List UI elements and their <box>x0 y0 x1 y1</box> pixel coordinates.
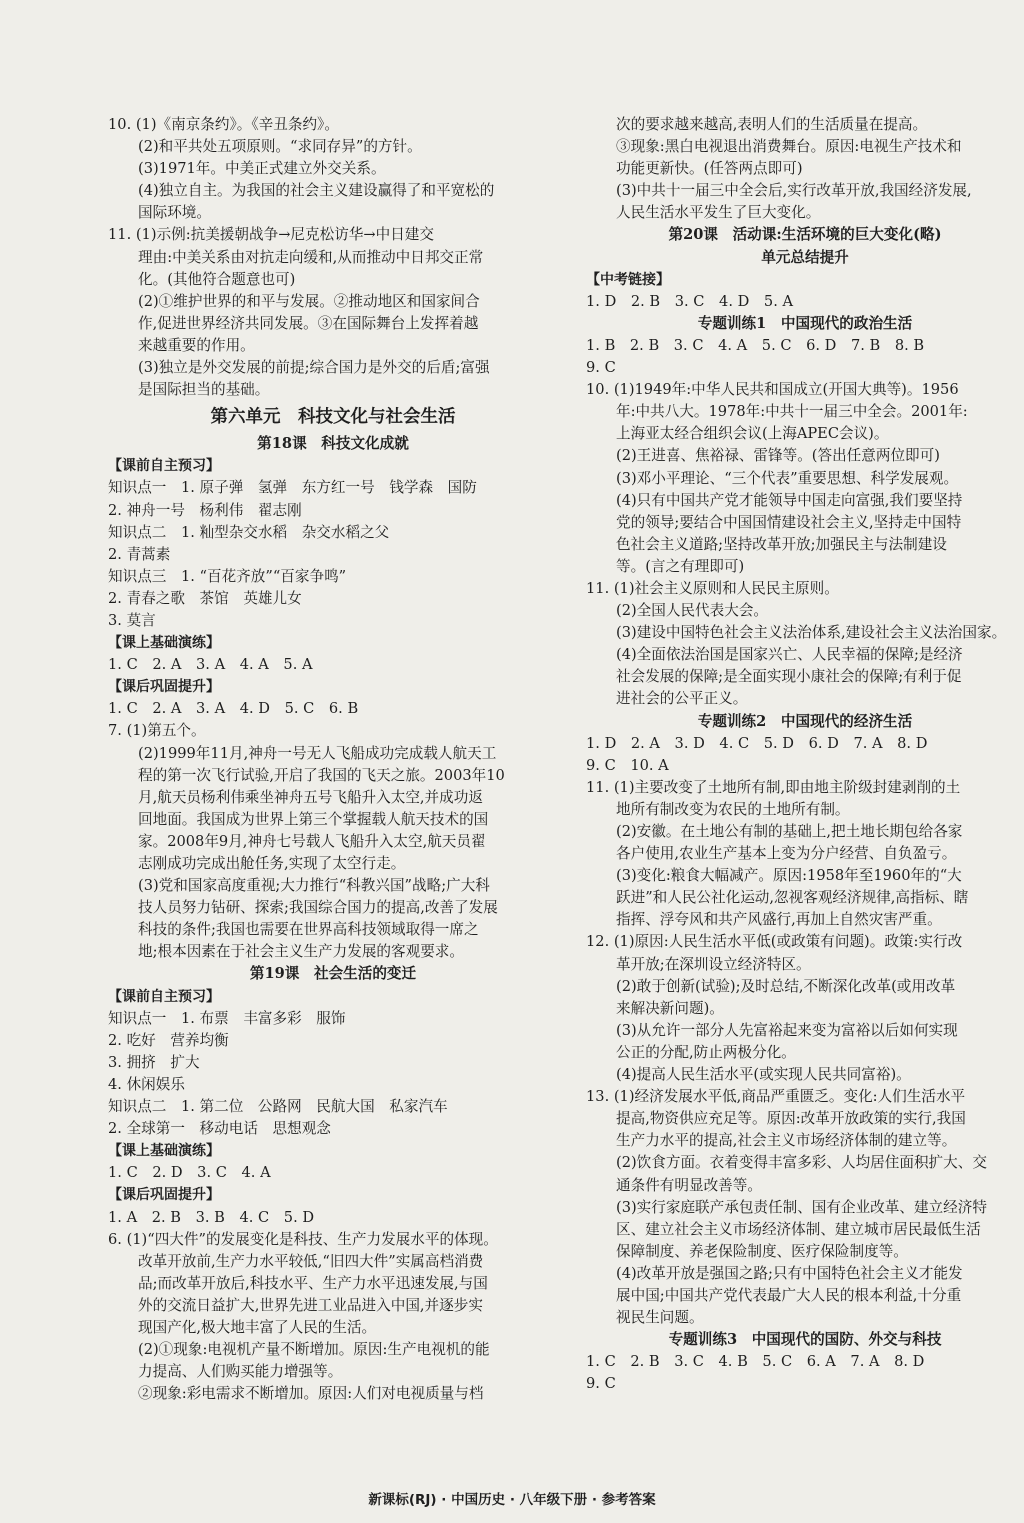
text-line: (3)党和国家高度重视;大力推行“科教兴国”战略;广大科 <box>138 877 490 895</box>
text-line: (3)建设中国特色社会主义法治体系,建设社会主义法治国家。 <box>616 624 1007 642</box>
text-line: 上海亚太经合组织会议(上海APEC会议)。 <box>616 425 889 443</box>
text-line: 进社会的公平正义。 <box>616 690 748 708</box>
text-line: 【课上基础演练】 <box>108 635 220 652</box>
text-line: 是国际担当的基础。 <box>138 381 270 399</box>
text-line: 1. C 2. D 3. C 4. A <box>108 1164 271 1182</box>
text-line: (2)1999年11月,神舟一号无人飞船成功完成载人航天工 <box>138 744 497 762</box>
text-line: (4)独立自主。为我国的社会主义建设赢得了和平宽松的 <box>138 182 495 200</box>
text-line: 作,促进世界经济共同发展。③在国际舞台上发挥着越 <box>138 314 479 332</box>
text-line: 革开放;在深圳设立经济特区。 <box>616 955 811 973</box>
text-line: (4)改革开放是强国之路;只有中国特色社会主义才能发 <box>616 1264 963 1282</box>
text-line: 品;而改革开放后,科技水平、生产力水平迅速发展,与国 <box>138 1274 488 1292</box>
text-line: 2. 神舟一号 杨利伟 翟志刚 <box>108 501 302 519</box>
text-line: 生产力水平的提高,社会主义市场经济体制的建立等。 <box>616 1132 957 1150</box>
text-line: 来越重要的作用。 <box>138 336 255 354</box>
text-line: 国际环境。 <box>138 204 211 222</box>
text-line: 【课前自主预习】 <box>108 458 220 475</box>
text-line: 4. 休闲娱乐 <box>108 1075 185 1093</box>
text-line: 指挥、浮夸风和共产风盛行,再加上自然灾害严重。 <box>616 911 942 929</box>
text-line: (3)独立是外交发展的前提;综合国力是外交的后盾;富强 <box>138 359 490 377</box>
text-line: ②现象:彩电需求不断增加。原因:人们对电视质量与档 <box>138 1385 484 1403</box>
text-line: (4)提高人民生活水平(或实现人民共同富裕)。 <box>616 1066 911 1084</box>
text-line: 外的交流日益扩大,世界先进工业品进入中国,并逐步实 <box>138 1296 483 1314</box>
text-line: 科技的条件;我国也需要在世界高科技领域取得一席之 <box>138 921 479 939</box>
text-line: (3)1971年。中美正式建立外交关系。 <box>138 160 386 178</box>
page-footer: 新课标(RJ) · 中国历史 · 八年级下册 · 参考答案 <box>368 1492 656 1508</box>
text-line: 【课前自主预习】 <box>108 988 220 1005</box>
text-line: 展中国;中国共产党代表最广大人民的根本利益,十分重 <box>616 1286 962 1304</box>
text-line: 知识点二 1. 第二位 公路网 民航大国 私家汽车 <box>108 1098 448 1116</box>
text-line: 社会发展的保障;是全面实现小康社会的保障;有利于促 <box>616 668 962 686</box>
text-line: (2)和平共处五项原则。“求同存异”的方针。 <box>138 138 422 156</box>
text-line: (2)全国人民代表大会。 <box>616 602 769 620</box>
text-line: 11. (1)主要改变了土地所有制,即由地主阶级封建剥削的土 <box>586 778 961 796</box>
text-line: 区、建立社会主义市场经济体制、建立城市居民最低生活 <box>616 1220 981 1238</box>
text-line: 地;根本因素在于社会主义生产力发展的客观要求。 <box>138 943 464 961</box>
text-line: 功能更新快。(任答两点即可) <box>616 160 803 178</box>
text-line: (3)实行家庭联产承包责任制、国有企业改革、建立经济特 <box>616 1198 987 1216</box>
text-line: 3. 莫言 <box>108 611 156 629</box>
text-line: (4)全面依法治国是国家兴亡、人民幸福的保障;是经济 <box>616 646 963 664</box>
text-line: (2)①现象:电视机产量不断增加。原因:生产电视机的能 <box>138 1341 490 1359</box>
text-line: (2)安徽。在土地公有制的基础上,把土地长期包给各家 <box>616 823 963 840</box>
text-line: 各户使用,农业生产基本上变为分户经营、自负盈亏。 <box>616 845 957 863</box>
text-line: (2)饮食方面。衣着变得丰富多彩、人均居住面积扩大、交 <box>616 1154 987 1172</box>
text-line: 跃进”和人民公社化运动,忽视客观经济规律,高指标、瞎 <box>616 889 969 907</box>
text-line: 【课后巩固提升】 <box>108 1187 220 1204</box>
text-line: (3)中共十一届三中全会后,实行改革开放,我国经济发展, <box>616 182 972 200</box>
text-line: 9. C 10. A <box>586 756 669 774</box>
text-line: (2)敢于创新(试验);及时总结,不断深化改革(或用改革 <box>616 977 956 995</box>
text-line: 7. (1)第五个。 <box>108 722 206 740</box>
text-line: 单元总结提升 <box>761 248 849 266</box>
text-line: 13. (1)经济发展水平低,商品严重匮乏。变化:人们生活水平 <box>586 1088 966 1106</box>
text-line: 人民生活水平发生了巨大变化。 <box>616 204 821 222</box>
text-line: 专题训练3 中国现代的国防、外交与科技 <box>668 1331 942 1349</box>
text-line: 通条件有明显改善等。 <box>616 1176 762 1194</box>
text-line: 9. C <box>586 1375 616 1393</box>
text-line: 改革开放前,生产力水平较低,“旧四大件”实属高档消费 <box>138 1252 484 1270</box>
text-line: 2. 青蒿素 <box>108 545 171 563</box>
text-line: 现国产化,极大地丰富了人民的生活。 <box>138 1318 377 1336</box>
text-line: 知识点三 1. “百花齐放”“百家争鸣” <box>108 567 347 585</box>
text-line: 程的第一次飞行试验,开启了我国的飞天之旅。2003年10 <box>138 766 505 784</box>
text-line: 1. A 2. B 3. B 4. C 5. D <box>108 1208 315 1226</box>
text-line: 12. (1)原因:人民生活水平低(或政策有问题)。政策:实行改 <box>586 933 963 951</box>
text-line: 2. 全球第一 移动电话 思想观念 <box>108 1120 331 1138</box>
text-line: 化。(其他符合题意也可) <box>138 270 296 288</box>
text-line: 地所有制改变为农民的土地所有制。 <box>616 800 850 818</box>
text-line: ③现象:黑白电视退出消费舞台。原因:电视生产技术和 <box>616 138 962 156</box>
text-line: (3)从允许一部分人先富裕起来变为富裕以后如何实现 <box>616 1021 958 1039</box>
text-line: 视民生问题。 <box>616 1309 704 1327</box>
text-line: 3. 拥挤 扩大 <box>108 1053 200 1071</box>
right-column <box>586 114 1024 1395</box>
left-column <box>108 114 558 1405</box>
text-line: 党的领导;要结合中国国情建设社会主义,坚持走中国特 <box>616 513 962 531</box>
text-line: 6. (1)“四大件”的发展变化是科技、生产力发展水平的体现。 <box>108 1230 498 1248</box>
text-line: 11. (1)示例:抗美援朝战争→尼克松访华→中日建交 <box>108 226 434 244</box>
text-line: 回地面。我国成为世界上第三个掌握载人航天技术的国 <box>138 810 489 828</box>
text-line: 专题训练2 中国现代的经济生活 <box>697 712 913 730</box>
text-line: 1. D 2. B 3. C 4. D 5. A <box>586 292 794 310</box>
text-line: 家。2008年9月,神舟七号载人飞船升入太空,航天员翟 <box>138 832 486 850</box>
text-line: 知识点一 1. 原子弹 氢弹 东方红一号 钱学森 国防 <box>108 479 477 497</box>
text-line: 知识点二 1. 籼型杂交水稻 杂交水稻之父 <box>108 523 390 541</box>
text-line: 10. (1)《南京条约》。《辛丑条约》。 <box>108 116 339 133</box>
text-line: 理由:中美关系由对抗走向缓和,从而推动中日邦交正常 <box>138 248 484 266</box>
text-line: 第19课 社会生活的变迁 <box>249 965 417 983</box>
text-line: (2)王进喜、焦裕禄、雷锋等。(答出任意两位即可) <box>616 447 940 465</box>
text-line: 保障制度、养老保险制度、医疗保险制度等。 <box>616 1242 908 1260</box>
text-line: 1. D 2. A 3. D 4. C 5. D 6. D 7. A 8. D <box>586 734 928 752</box>
text-line: 1. C 2. B 3. C 4. B 5. C 6. A 7. A 8. D <box>586 1353 925 1371</box>
text-line: 9. C <box>586 359 616 377</box>
text-line: 第20课 活动课:生活环境的巨大变化(略) <box>668 226 942 244</box>
text-line: (3)变化:粮食大幅减产。原因:1958年至1960年的“大 <box>616 867 962 885</box>
text-line: 2. 吃好 营养均衡 <box>108 1031 229 1049</box>
text-line: 【中考链接】 <box>586 271 670 288</box>
text-line: 来解决新问题)。 <box>616 999 724 1017</box>
text-line: 1. B 2. B 3. C 4. A 5. C 6. D 7. B 8. B <box>586 336 925 354</box>
text-line: 专题训练1 中国现代的政治生活 <box>697 314 913 332</box>
text-line: 知识点一 1. 布票 丰富多彩 服饰 <box>108 1009 346 1027</box>
text-line: 10. (1)1949年:中华人民共和国成立(开国大典等)。1956 <box>586 381 959 399</box>
text-line: 【课上基础演练】 <box>108 1143 220 1160</box>
text-line: 等。(言之有理即可) <box>616 557 745 575</box>
text-line: 志刚成功完成出舱任务,实现了太空行走。 <box>138 855 406 872</box>
text-line: 色社会主义道路;坚持改革开放;加强民主与法制建设 <box>616 535 947 553</box>
text-line: 1. C 2. A 3. A 4. D 5. C 6. B <box>108 700 359 718</box>
text-line: 2. 青春之歌 茶馆 英雄儿女 <box>108 589 302 607</box>
text-line: 技人员努力钻研、探索;我国综合国力的提高,改善了发展 <box>138 899 498 917</box>
text-line: 公正的分配,防止两极分化。 <box>616 1043 796 1061</box>
text-line: 次的要求越来越高,表明人们的生活质量在提高。 <box>616 116 928 133</box>
text-line: (2)①维护世界的和平与发展。②推动地区和国家间合 <box>138 292 480 310</box>
text-line: 11. (1)社会主义原则和人民民主原则。 <box>586 579 839 597</box>
text-line: 年:中共八大。1978年:中共十一届三中全会。2001年: <box>616 403 968 421</box>
text-line: 第18课 科技文化成就 <box>257 435 409 453</box>
text-line: 月,航天员杨利伟乘坐神舟五号飞船升入太空,并成功返 <box>138 788 483 806</box>
text-line: 1. C 2. A 3. A 4. A 5. A <box>108 656 313 674</box>
text-line: 提高,物资供应充足等。原因:改革开放政策的实行,我国 <box>616 1110 966 1128</box>
text-line: 【课后巩固提升】 <box>108 679 220 696</box>
text-line: 第六单元 科技文化与社会生活 <box>210 407 456 428</box>
text-line: 力提高、人们购买能力增强等。 <box>138 1363 343 1381</box>
text-line: (3)邓小平理论、“三个代表”重要思想、科学发展观。 <box>616 469 959 487</box>
text-line: (4)只有中国共产党才能领导中国走向富强,我们要坚持 <box>616 491 963 509</box>
